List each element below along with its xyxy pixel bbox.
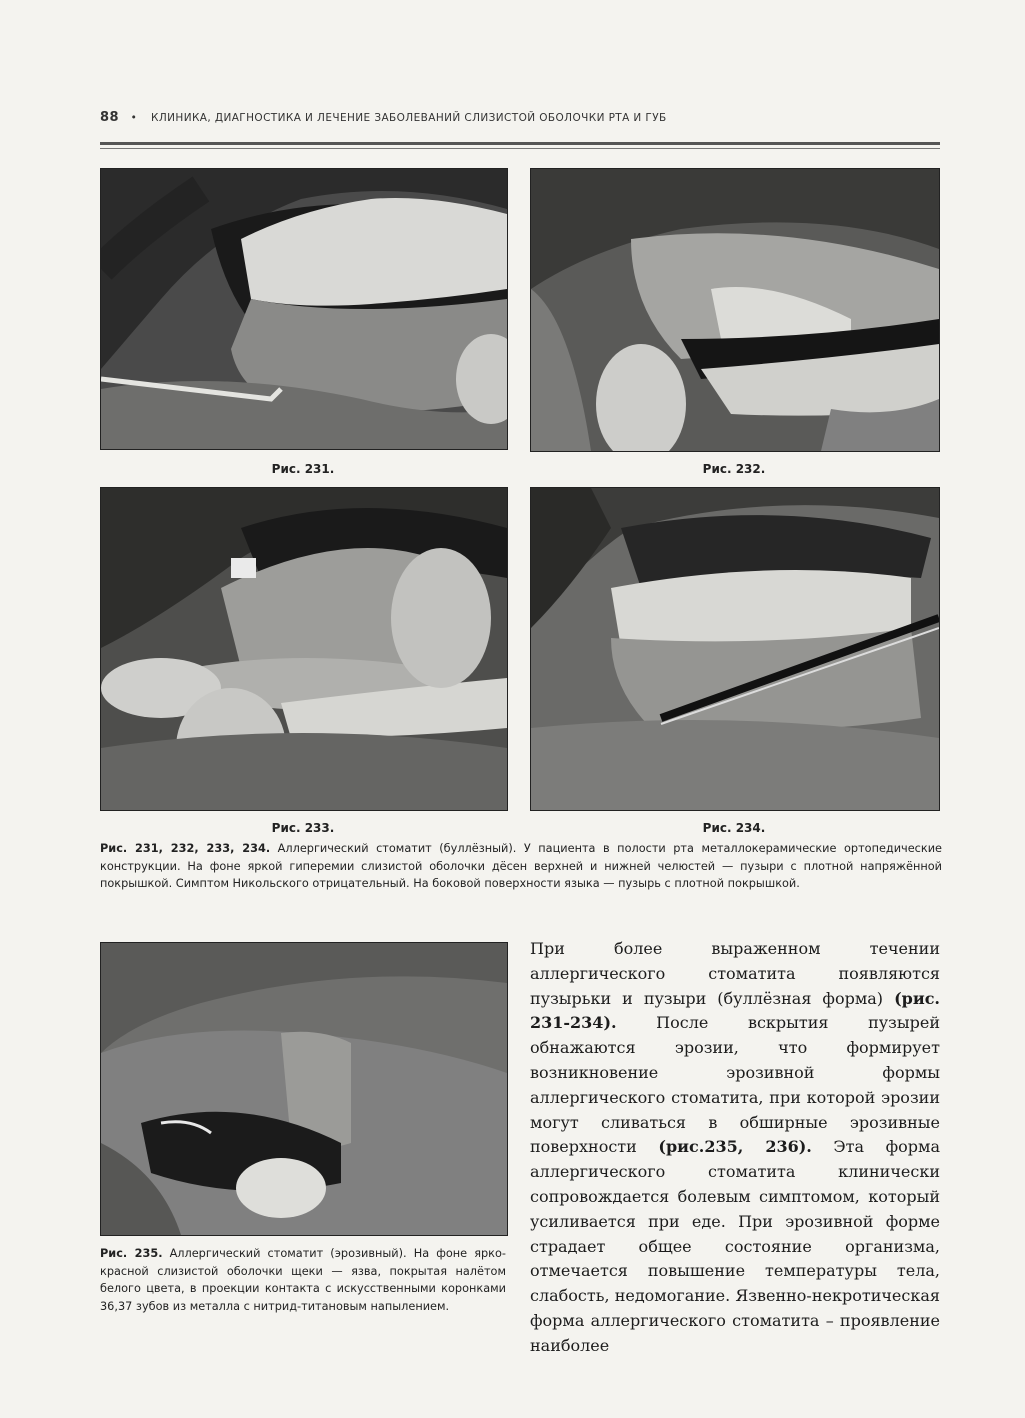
caption-235-text: Аллергический стоматит (эрозивный). На фоне ярко-красной слизистой оболочки щеки — язва, покрытая налётом белого цвета, в проекции контакта с искусственными коронками 36,37 зубов из металла с нитрид-титановым напылением. (100, 1247, 506, 1313)
page-number: 88 (100, 110, 119, 125)
caption-text: Аллергический стоматит (буллёзный). У пациента в полости рта металлокерамические ортопедические конструкции. На фоне яркой гиперемии слизистой оболочки дёсен верхней и нижней челюстей — пузыри с плотной напряжённой покрышкой. Симптом Никольского отрицательный. На боковой поверхности языка — пузырь с плотной покрышкой. (100, 842, 943, 890)
figure-233-label: Рис. 233. (271, 821, 335, 835)
figure-reference-1: (рис. 231-234). (530, 988, 940, 1033)
caption-label: Рис. 231, 232, 233, 234. (100, 842, 271, 855)
figure-235-photo (100, 942, 508, 1236)
header-title: КЛИНИКА, ДИАГНОСТИКА И ЛЕЧЕНИЕ ЗАБОЛЕВАНИЙ СЛИЗИСТОЙ ОБОЛОЧКИ РТА И ГУБ (151, 112, 667, 124)
caption-235-label: Рис. 235. (100, 1247, 163, 1260)
figure-reference-2: (рис.235, 236). (658, 1137, 812, 1157)
figure-231-label: Рис. 231. (271, 462, 335, 476)
header-rule-thin (100, 148, 940, 149)
figure-234-label: Рис. 234. (702, 821, 766, 835)
figure-233-photo (100, 487, 508, 811)
body-text-part-1: При более выраженном течении аллергического стоматита появляются пузырьки и пузыри (буллёзная форма) (530, 939, 940, 1008)
body-text-part-2: После вскрытия пузырей обнажаются эрозии, что формирует возникновение эрозивной формы аллергического стоматита, при которой эрозии могут сливаться в обширные эрозивные поверхности (530, 1013, 940, 1157)
header-separator: • (130, 112, 138, 124)
figures-231-234-caption (100, 840, 942, 893)
figure-232-photo (530, 168, 940, 452)
running-header (100, 110, 940, 125)
figure-234-photo (530, 487, 940, 811)
figure-231-photo (100, 168, 508, 450)
figure-232-label: Рис. 232. (702, 462, 766, 476)
figure-235-caption (100, 1245, 506, 1315)
body-paragraph (530, 937, 940, 1359)
body-text-part-3: Эта форма аллергического стоматита клинически сопровождается болевым симптомом, который усиливается при еде. При эрозивной форме страдает общее состояние организма, отмечается повышение температуры тела, слабость, недомогание. Язвенно-некротическая форма аллергического стоматита – проявление наиболее (530, 1137, 941, 1355)
header-rule-thick (100, 142, 940, 145)
